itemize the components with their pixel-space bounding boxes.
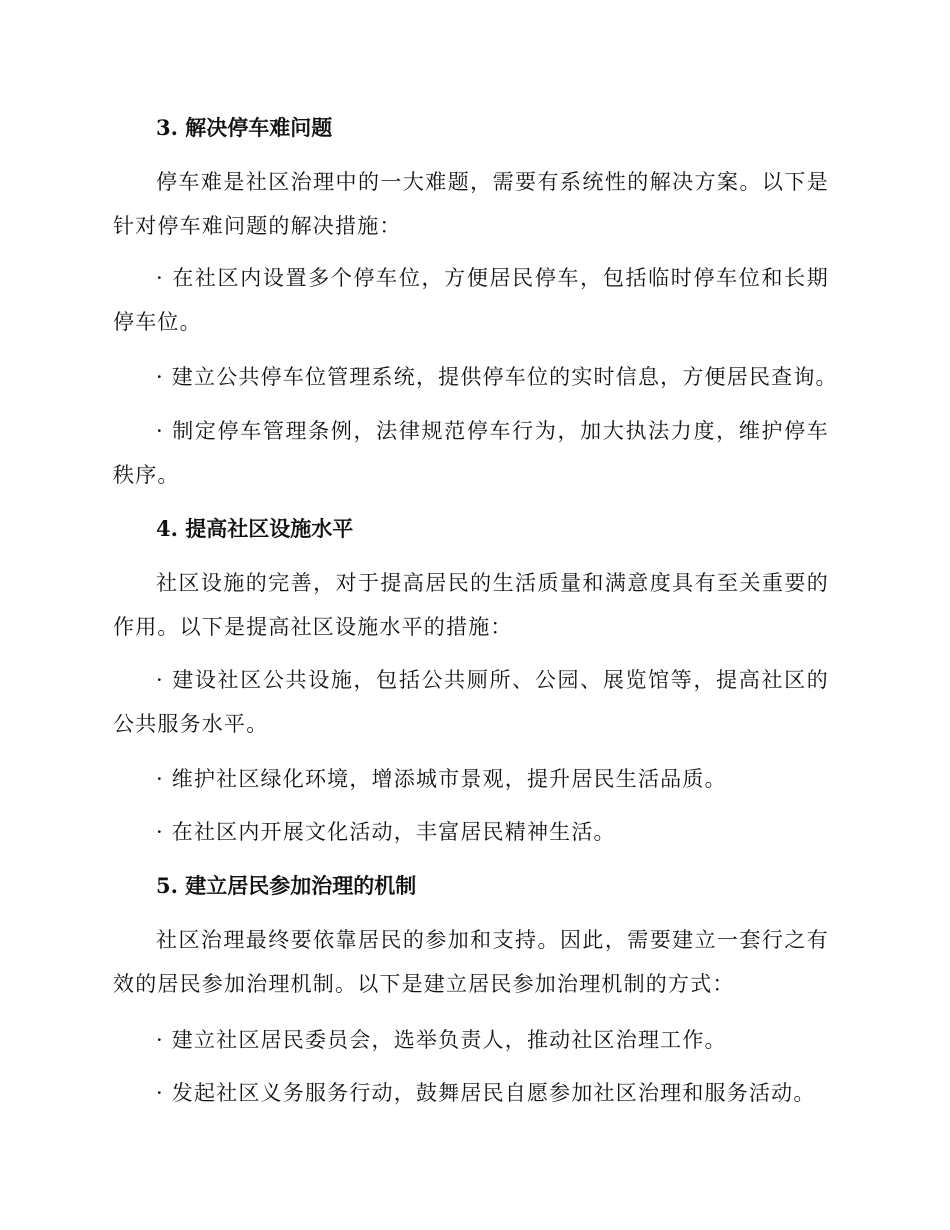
bullet-item: · 发起社区义务服务行动，鼓舞居民自愿参加社区治理和服务活动。 [156, 1081, 816, 1105]
bullet-item: · 在社区内设置多个停车位，方便居民停车，包括临时停车位和长期停车位。 [113, 266, 829, 334]
bullet-item: · 维护社区绿化环境，增添城市景观，提升居民生活品质。 [156, 767, 727, 791]
section-heading: 5. 建立居民参加治理的机制 [156, 873, 417, 898]
bullet-item: · 制定停车管理条例，法律规范停车行为，加大执法力度，维护停车秩序。 [113, 419, 829, 487]
bullet-item: · 建设社区公共设施，包括公共厕所、公园、展览馆等，提高社区的公共服务水平。 [113, 668, 829, 736]
section-intro: 停车难是社区治理中的一大难题，需要有系统性的解决方案。以下是针对停车难问题的解决措施： [113, 170, 829, 238]
section-intro: 社区治理最终要依靠居民的参加和支持。因此，需要建立一套行之有效的居民参加治理机制。以下是建立居民参加治理机制的方式： [113, 928, 829, 996]
section-heading: 4. 提高社区设施水平 [156, 516, 354, 541]
bullet-item: · 建立社区居民委员会，选举负责人，推动社区治理工作。 [156, 1028, 727, 1052]
bullet-item: · 建立公共停车位管理系统，提供停车位的实时信息，方便居民查询。 [156, 365, 838, 389]
bullet-item: · 在社区内开展文化活动，丰富居民精神生活。 [156, 820, 616, 844]
section-heading: 3. 解决停车难问题 [156, 115, 333, 140]
section-intro: 社区设施的完善，对于提高居民的生活质量和满意度具有至关重要的作用。以下是提高社区设施水平的措施： [113, 571, 829, 639]
